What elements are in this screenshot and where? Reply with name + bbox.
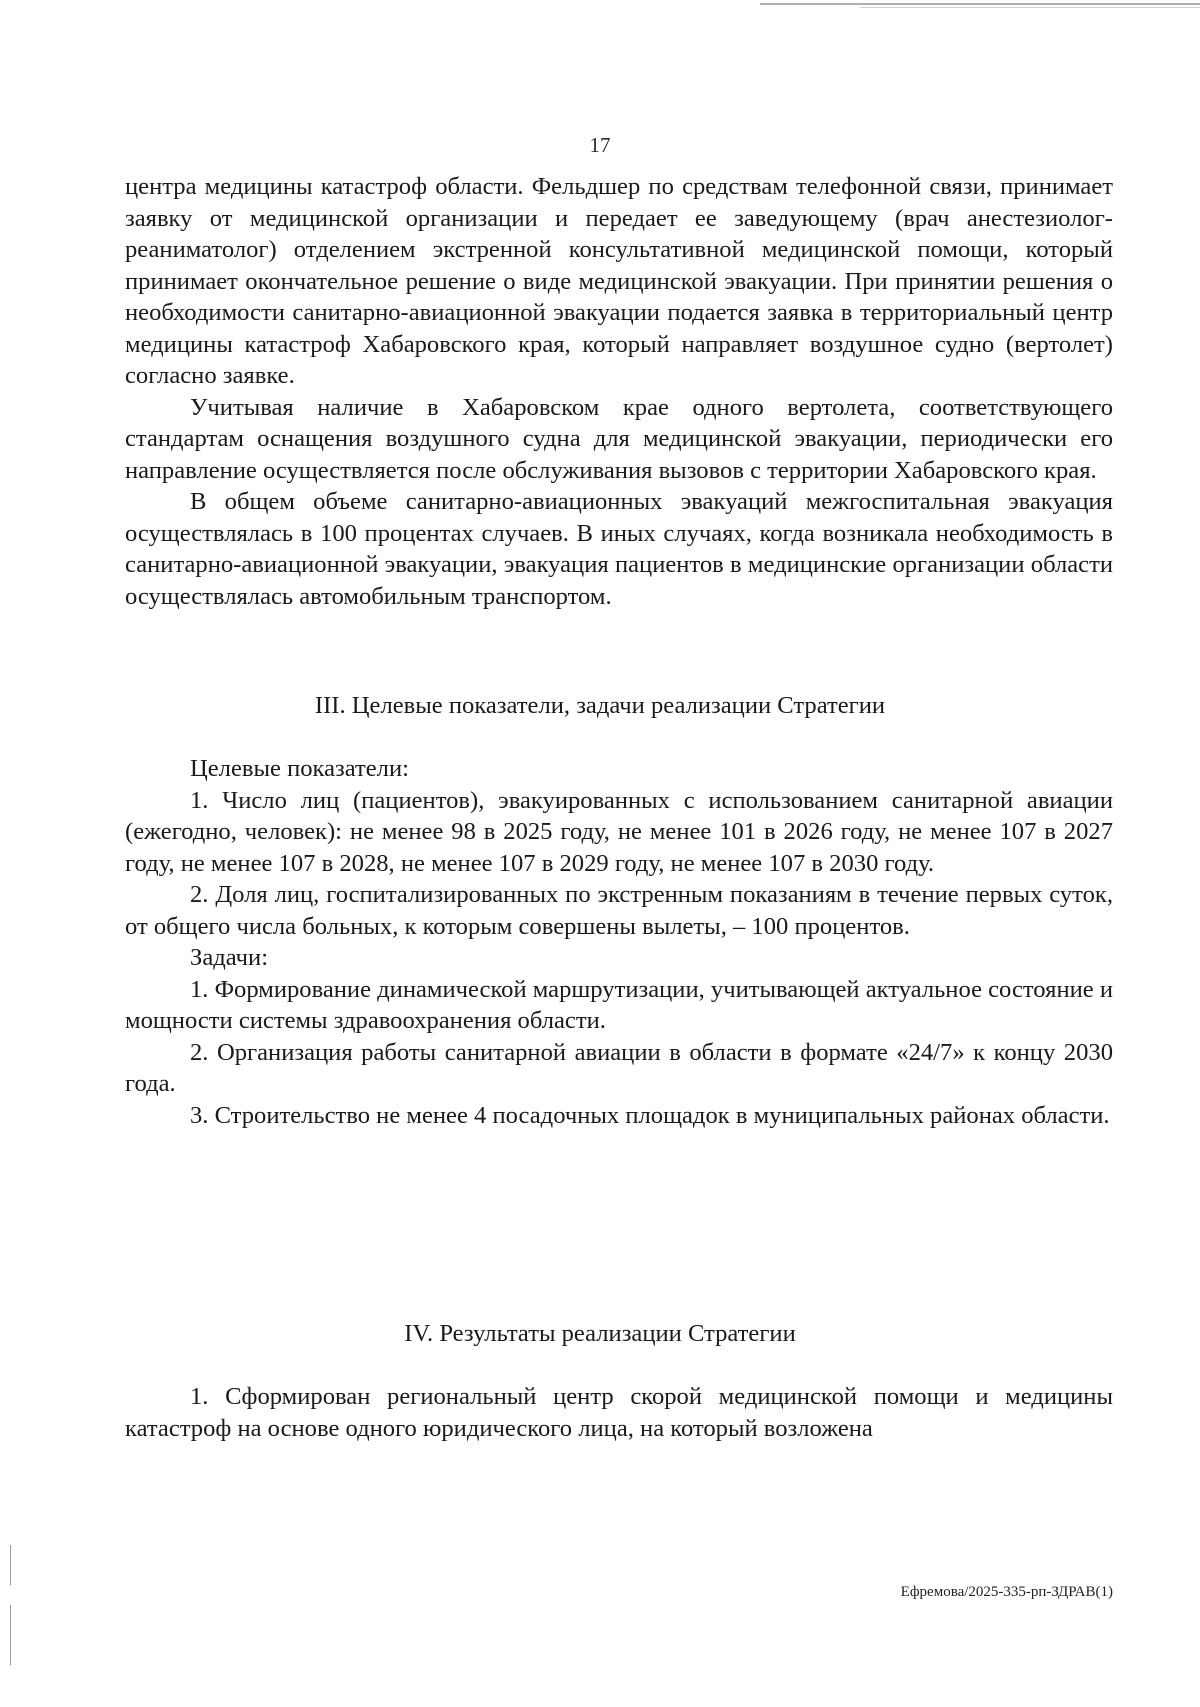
task-item-2: 2. Организация работы санитарной авиации в области в формате «24/7» к концу 2030 года. — [125, 1038, 1113, 1097]
section-4-body — [125, 1381, 1113, 1444]
targets-label: Целевые показатели: — [190, 755, 409, 782]
section-4-heading: IV. Результаты реализации Стратегии — [404, 1320, 796, 1347]
target-item-1: 1. Число лиц (пациентов), эвакуированных с использованием санитарной авиации (ежегодно, человек): не менее 98 в 2025 году, не менее 101 в 2026 году, не менее 107 в 2027 году, не менее 107 в 2028, не менее 107 в 2029 году, не менее 107 в 2030 году. — [125, 786, 1113, 877]
paragraph-evacuation-volume: В общем объеме санитарно-авиационных эвакуаций межгоспитальная эвакуация осуществлялась в 100 процентах случаев. В иных случаях, когда возникала необходимость в санитарно-авиационной эвакуации, эвакуация пациентов в медицинские организации области осуществлялась автомобильным транспортом. — [125, 488, 1113, 610]
task-item-3: 3. Строительство не менее 4 посадочных площадок в муниципальных районах области. — [190, 1101, 1110, 1129]
section-3-body — [125, 753, 1113, 1131]
intro-text — [125, 171, 1113, 612]
task-item-1: 1. Формирование динамической маршрутизации, учитывающей актуальное состояние и мощности системы здравоохранения области. — [125, 975, 1113, 1034]
scan-edge-line — [760, 3, 1200, 5]
page-number: 17 — [589, 133, 611, 157]
paragraph-helicopter: Учитывая наличие в Хабаровском крае одного вертолета, соответствующего стандартам оснащения воздушного судна для медицинской эвакуации, периодически его направление осуществляется после обслуживания вызовов с территории Хабаровского края. — [125, 393, 1113, 484]
scan-edge-line-secondary — [860, 7, 1200, 8]
tasks-label: Задачи: — [190, 944, 269, 971]
document-reference: Ефремова/2025-335-рп-ЗДРАВ(1) — [900, 1584, 1113, 1600]
result-item-1: 1. Сформирован региональный центр скорой медицинской помощи и медицины катастроф на основе одного юридического лица, на который возложена — [125, 1383, 1113, 1442]
scan-margin-mark-lower — [10, 1605, 11, 1665]
target-item-2: 2. Доля лиц, госпитализированных по экстренным показаниям в течение первых суток, от общего числа больных, к которым совершены вылеты, – 100 процентов. — [125, 881, 1113, 940]
section-3-heading: III. Целевые показатели, задачи реализации Стратегии — [314, 692, 886, 719]
paragraph-continuation: центра медицины катастроф области. Фельдшер по средствам телефонной связи, принимает заявку от медицинской организации и передает ее заведующему (врач анестезиолог-реаниматолог) отделением экстренной консультативной медицинской помощи, который принимает окончательное решение о виде медицинской эвакуации. При принятии решения о необходимости санитарно-авиационной эвакуации подается заявка в территориальный центр медицины катастроф Хабаровского края, который направляет воздушное судно (вертолет) согласно заявке. — [125, 173, 1113, 389]
scan-margin-mark — [10, 1545, 11, 1585]
